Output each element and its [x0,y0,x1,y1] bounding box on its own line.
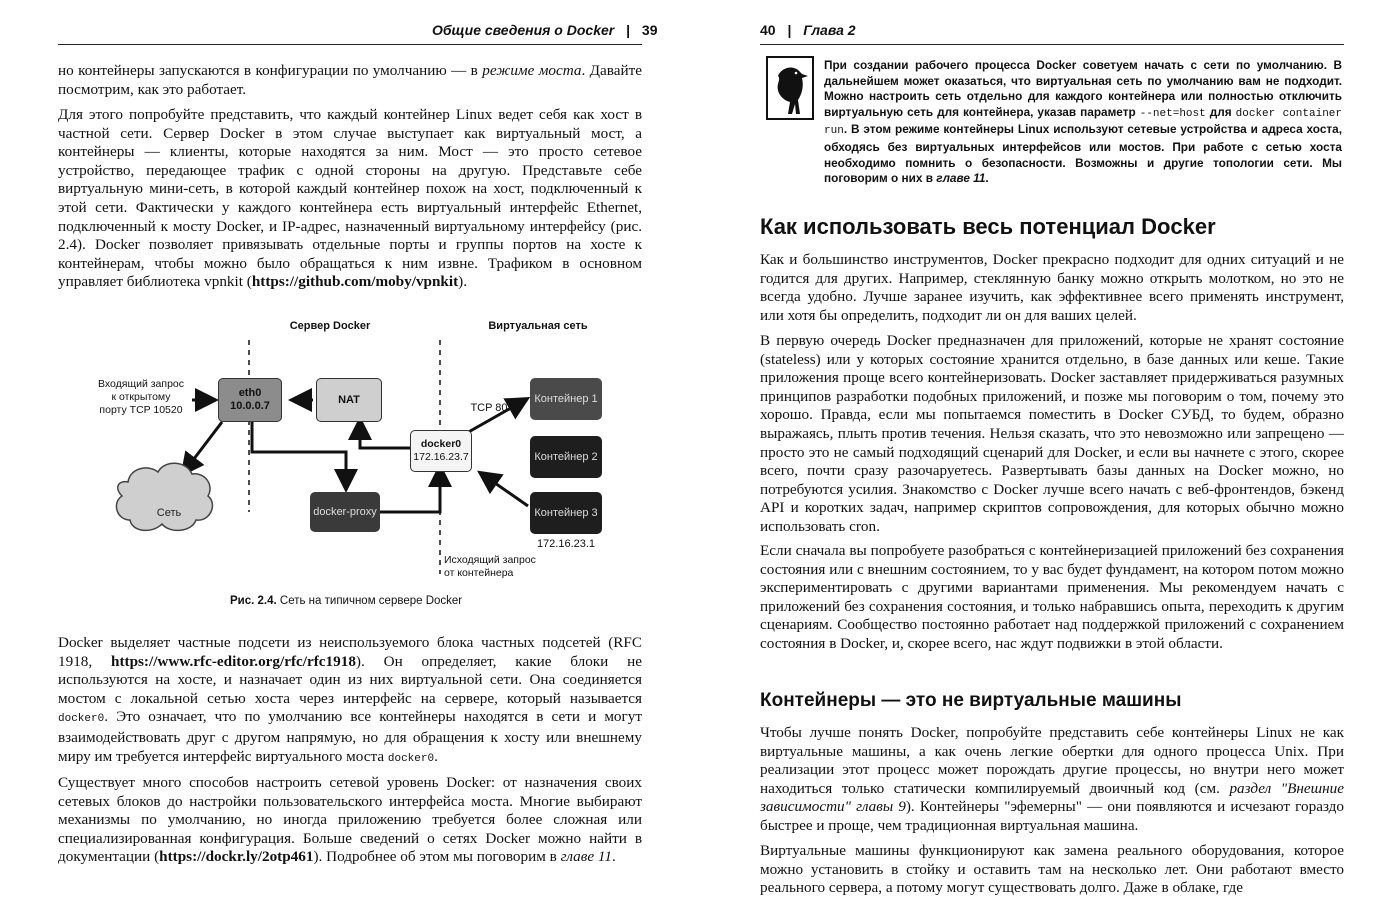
running-header [760,22,856,38]
note-text: При создании рабочего процесса Docker советуем начать с сети по умолчанию. В дальнейшем может оказаться, что виртуальная сеть по умолчанию вам не подходит. Можно настроить сеть отдельно для каждого контейнера или полностью отключить виртуальную сеть для контейнера, указав параметр --net=host для docker container run. В этом режиме контейнеры Linux используют сетевые устройства и адреса хоста, обходясь без виртуальных интерфейсов или мостов. При работе с сетью хоста необходимо помнить о безопасности. Возможны и другие топологии сети. Мы поговорим о них в главе 11. [824,58,1342,186]
diagram-label-server: Сервер Docker [289,320,371,332]
cloud-icon [116,463,212,530]
diagram-label-virtual-network: Виртуальная сеть [488,320,588,332]
paragraph: Существует много способов настроить сетевой уровень Docker: от назначения своих сетевых блоков до настройки пользовательского интерфейса моста. Многие выбирают механизмы по умолчанию, но иногда приложению требуется более сложная или специализированная конфигурация. Больше сведений о сетях Docker можно найти в документации (https://dockr.ly/2otp461). Подробнее об этом мы поговорим в главе 11. [58,774,642,866]
right-page [700,0,1400,922]
network-diagram [60,312,640,612]
link[interactable]: https://github.com/moby/vpnkit [251,273,459,291]
paragraph: Как и большинство инструментов, Docker прекрасно подходит для одних ситуаций и не годится для других. Например, стеклянную банку можно открыть молотком, но это не всегда удобно. Лучше заранее изучить, как эффективнее всего применять инструмент, или хотя бы определить, подходит ли он для ваших целей. [760,251,1344,324]
tcp80-label: TCP 80 [470,402,508,414]
page-number: 40 [760,22,776,38]
eth0-node: eth0 10.0.0.7 [218,378,282,422]
container-1-node: Контейнер 1 [530,378,602,420]
section-heading: Контейнеры — это не виртуальные машины [760,690,1182,711]
chapter-title: Общие сведения о Docker [432,22,615,38]
docker0-node: docker0 172.16.23.7 [410,430,472,472]
incoming-request-label: Входящий запрос к открытому порту TCP 10520 [98,378,184,416]
paragraph: Docker выделяет частные подсети из неиспользуемого блока частных подсетей (RFC 1918, https://www.rfc-editor.org/rfc/rfc1918). Он определяет, какие блоки не используются на хосте, и назначает один из них виртуальной сети. Она соединяется мостом с локальной сетью хоста через интерфейс на сервере, который называется docker0. Это означает, что по умолчанию все контейнеры находятся в сети и могут взаимодействовать друг с другом напрямую, но для обращения к хосту или внешнему миру им требуется интерфейс виртуального моста docker0. [58,634,643,765]
nat-node: NAT [316,378,382,422]
header-rule [760,44,1344,45]
chapter-title: Глава 2 [803,22,856,38]
container-2-node: Контейнер 2 [530,436,602,478]
section-heading: Как использовать весь потенциал Docker [760,214,1216,239]
docker-proxy-node: docker-proxy [310,492,380,532]
paragraph: Виртуальные машины функционируют как замена реального оборудования, которое можно установить в стойку и оставить там на несколько лет. Они работают вместо реального сервера, а потому могут существовать долго. Даже в облаке, где [760,842,1344,897]
paragraph: Чтобы лучше понять Docker, попробуйте представить себе контейнеры Linux не как виртуальные машины, а как очень легкие обертки для одного процесса Unix. При реализации этот процесс может порождать другие процессы, но внутри него может находиться только статически компилируемый двоичный код (см. раздел "Внешние зависимости" главы 9). Контейнеры "эфемерны" — они появляются и исчезают гораздо быстрее и проще, чем традиционная виртуальная машина. [760,724,1345,834]
running-header [432,22,658,38]
raven-icon [766,56,814,120]
page-number: 39 [641,22,658,38]
container-3-ip: 172.16.23.1 [536,538,596,550]
link[interactable]: https://dockr.ly/2otp461 [159,848,314,866]
header-separator: | [787,22,792,38]
paragraph: Если сначала вы попробуете разобраться с контейнеризацией приложений без сохранения состояния или с внешним состоянием, то у вас будет фундамент, на котором потом можно экспериментировать с другими вариантами применения. Мы рекомендуем начать с приложений без сохранения состояния, и только набравшись опыта, переходить к другим сценариям. Сообщество постоянно работает над поддержкой приложений с сохранением состояния в Docker, и, скорее всего, нас ждут подвижки в этой области. [760,542,1344,652]
container-3-node: Контейнер 3 [530,492,602,534]
header-rule [58,44,642,45]
paragraph: но контейнеры запускаются в конфигурации по умолчанию — в режиме моста. Давайте посмотрим, как это работает. [58,62,642,98]
link[interactable]: https://www.rfc-editor.org/rfc/rfc1918 [111,652,356,670]
figure-caption: Рис. 2.4. Сеть на типичном сервере Docker [230,595,463,607]
paragraph: В первую очередь Docker предназначен для приложений, которые не хранят состояние (stateless) или у которых состояние хранится отдельно, в базе данных или кеше. Такие приложения проще всего контейнеризовать. Docker заставляет придерживаться разумных принципов разработки подобных приложений, и позже мы поговорим о том, почему это хорошо. Правда, если мы попытаемся поместить в Docker СУБД, то будем, образно выражаясь, плыть против течения. Нельзя сказать, что это невозможно или запрещено — просто это не самый подходящий сценарий для Docker, и если вы начнете с этого, скорее всего, почти сразу разочаруетесь. Развертывать базы данных на Docker можно, но потребуются усилия. Знакомство с Docker лучше всего начать с веб-фронтендов, бэкенд API и коротких задач, например скриптов сопровождения, для которых обычно можно использовать cron. [760,332,1344,535]
cloud-label: Сеть [156,507,182,519]
header-separator: | [626,22,631,38]
paragraph: Для этого попробуйте представить, что каждый контейнер Linux ведет себя как хост в частной сети. Сервер Docker в этом случае выступает как виртуальный мост, а контейнеры — клиенты, которые находятся за ним. Мост — это просто сетевое устройство, передающее трафик с одной стороны на другую. Представьте себе виртуальную мини-сеть, в которой каждый контейнер похож на хост, подключенный к этой сети. Фактически у каждого контейнера есть виртуальный интерфейс Ethernet, подключенный к мосту Docker, и IP-адрес, назначенный виртуальному интерфейсу (рис. 2.4). Docker позволяет привязывать отдельные порты и группы портов на хосте к контейнерам, чтобы можно было обращаться к ним извне. Трафиком в основном управляет библиотека vpnkit (https://github.com/moby/vpnkit). [58,106,642,291]
outgoing-request-label: Исходящий запрос от контейнера [444,554,536,579]
